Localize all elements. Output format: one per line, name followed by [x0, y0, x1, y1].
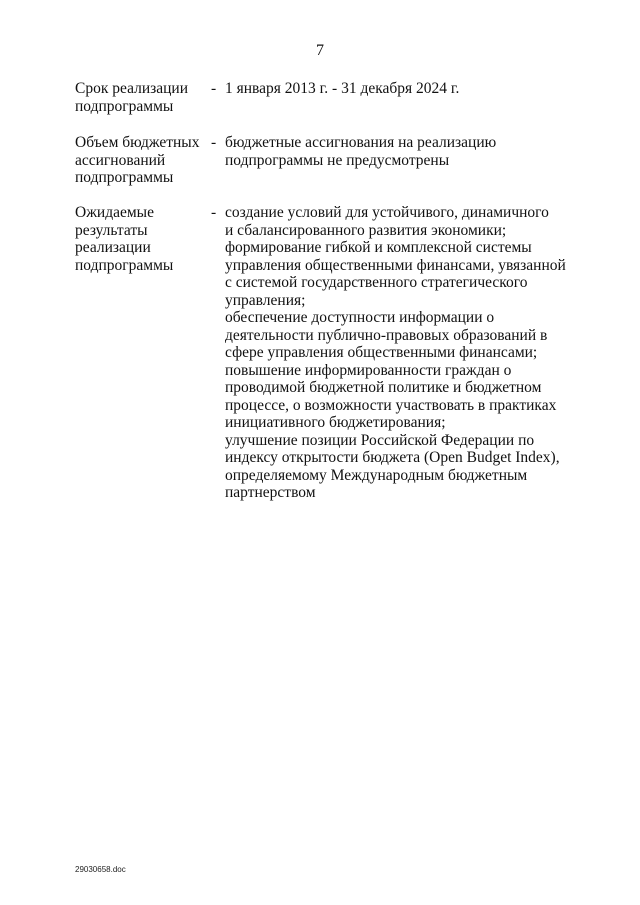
section-label: Срок реализации подпрограммы	[75, 80, 188, 115]
section-dash: -	[211, 134, 217, 151]
document-file-code: 29030658.doc	[75, 865, 126, 874]
section-label: Объем бюджетных ассигнований подпрограммы	[75, 134, 200, 186]
page-number: 7	[316, 42, 324, 59]
section-content: бюджетные ассигнования на реализацию подпрограммы не предусмотрены	[225, 134, 497, 169]
section-dash: -	[211, 204, 217, 221]
section-dash: -	[211, 80, 217, 97]
section-label: Ожидаемые результаты реализации подпрограммы	[75, 204, 174, 274]
section-content: создание условий для устойчивого, динамичного и сбалансированного развития экономики; формирование гибкой и комплексной системы управления общественными финансами, увязанной с системой государственного стратегического управления; обеспечение доступности информации о деятельности публично-правовых образований в сфере управления общественными финансами; повышение информированности граждан о проводимой бюджетной политике и бюджетном процессе, о возможности участвовать в практиках инициативного бюджетирования; улучшение позиции Российской Федерации по индексу открытости бюджета (Open Budget Index), определяемому Международным бюджетным партнерством	[225, 204, 566, 501]
section-content: 1 января 2013 г. - 31 декабря 2024 г.	[225, 80, 460, 97]
